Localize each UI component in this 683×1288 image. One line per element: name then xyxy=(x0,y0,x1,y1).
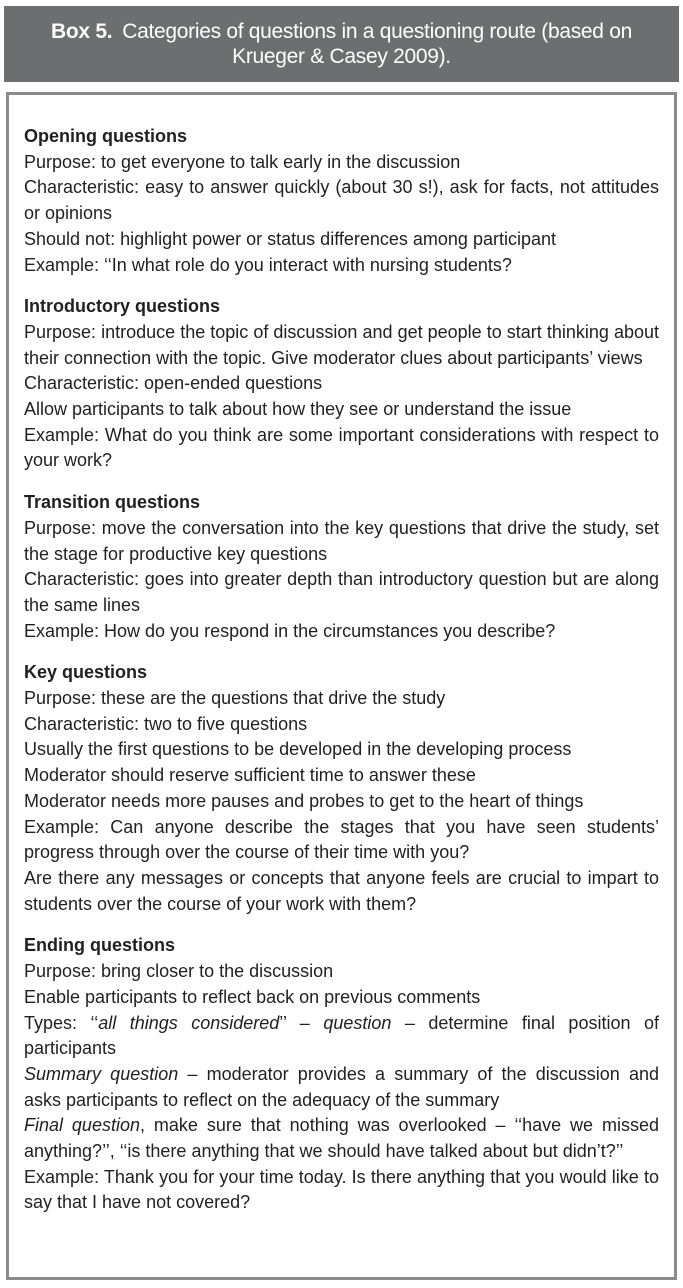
category-line xyxy=(24,320,659,371)
text-run: Example: How do you respond in the circumstances you describe? xyxy=(24,620,556,641)
category-line xyxy=(24,371,659,397)
question-category xyxy=(24,660,659,917)
category-line xyxy=(24,150,659,176)
question-category xyxy=(24,490,659,644)
text-run: Are there any messages or concepts that anyone feels are crucial to impart to students over the course of your work with them? xyxy=(24,867,659,914)
text-run: Characteristic: goes into greater depth than introductory question but are along the same lines xyxy=(24,569,659,615)
text-run: – determine final position of participants xyxy=(24,1012,659,1059)
text-run: Characteristic: two to five questions xyxy=(24,713,308,734)
category-line xyxy=(24,985,659,1011)
text-run: Purpose: move the conversation into the key questions that drive the study, set the stage for productive key questions xyxy=(24,517,659,564)
category-line xyxy=(24,1011,659,1062)
category-line xyxy=(24,789,659,815)
question-category xyxy=(24,294,659,474)
category-title: Transition questions xyxy=(24,492,201,513)
category-line xyxy=(24,712,659,738)
text-run: Purpose: introduce the topic of discussion and get people to start thinking about their connection with the topic. Give moderator clues about participants’ views xyxy=(24,321,659,368)
category-line xyxy=(24,1113,659,1164)
text-run: Purpose: these are the questions that drive the study xyxy=(24,688,446,709)
text-run: Moderator needs more pauses and probes to get to the heart of things xyxy=(24,790,584,811)
text-run: ’’ – xyxy=(279,1012,324,1033)
text-run: Example: What do you think are some important considerations with respect to your work? xyxy=(24,424,659,471)
text-run: , make sure that nothing was overlooked – ‘‘have we missed anything?’’, ‘‘is there anything that we should have talked about but didn’t?’’ xyxy=(24,1115,659,1162)
category-line xyxy=(24,619,659,645)
category-line xyxy=(24,253,659,279)
text-run: Example: Can anyone describe the stages that you have seen students’ progress through over the course of their time with you? xyxy=(24,816,659,863)
question-category xyxy=(24,933,659,1216)
text-run: Example: Thank you for your time today. Is there anything that you would like to say that I have not covered? xyxy=(24,1166,659,1213)
italic-text: question xyxy=(323,1012,392,1033)
category-title: Opening questions xyxy=(24,126,188,146)
text-run: Purpose: to get everyone to talk early in the discussion xyxy=(24,151,461,172)
category-title: Ending questions xyxy=(24,935,175,956)
text-run: Moderator should reserve sufficient time to answer these xyxy=(24,765,476,786)
box-label: Box 5. xyxy=(51,20,113,43)
category-line xyxy=(24,1165,659,1216)
box-header xyxy=(4,6,679,82)
italic-text: Final question xyxy=(24,1115,140,1136)
text-run: Allow participants to talk about how they see or understand the issue xyxy=(24,399,572,420)
text-run: Usually the first questions to be developed in the developing process xyxy=(24,739,572,760)
category-line xyxy=(24,866,659,917)
category-title: Introductory questions xyxy=(24,296,221,317)
category-line xyxy=(24,175,659,226)
category-line xyxy=(24,737,659,763)
text-run: Should not: highlight power or status differences among participant xyxy=(24,228,556,249)
text-run: Types: ‘‘ xyxy=(24,1012,99,1033)
category-line xyxy=(24,423,659,474)
text-run: Purpose: bring closer to the discussion xyxy=(24,961,334,982)
category-line xyxy=(24,516,659,567)
box-title: Categories of questions in a questioning route (based on Krueger & Casey 2009). xyxy=(122,20,632,68)
text-run: Example: ‘‘In what role do you interact with nursing students? xyxy=(24,254,512,275)
category-line xyxy=(24,815,659,866)
italic-text: Summary question xyxy=(24,1063,179,1084)
text-run: Characteristic: easy to answer quickly (about 30 s!), ask for facts, not attitudes or opinions xyxy=(24,177,659,224)
category-title: Key questions xyxy=(24,662,148,683)
category-line xyxy=(24,1062,659,1113)
italic-text: all things considered xyxy=(98,1012,280,1033)
text-run: Characteristic: open-ended questions xyxy=(24,373,323,394)
category-line xyxy=(24,686,659,712)
category-line xyxy=(24,227,659,253)
text-run: – moderator provides a summary of the discussion and asks participants to reflect on the adequacy of the summary xyxy=(24,1063,659,1110)
category-line xyxy=(24,397,659,423)
question-category xyxy=(24,124,659,278)
category-line xyxy=(24,763,659,789)
category-line xyxy=(24,567,659,618)
box-content xyxy=(24,124,659,1232)
category-line xyxy=(24,959,659,985)
text-run: Enable participants to reflect back on previous comments xyxy=(24,986,481,1007)
